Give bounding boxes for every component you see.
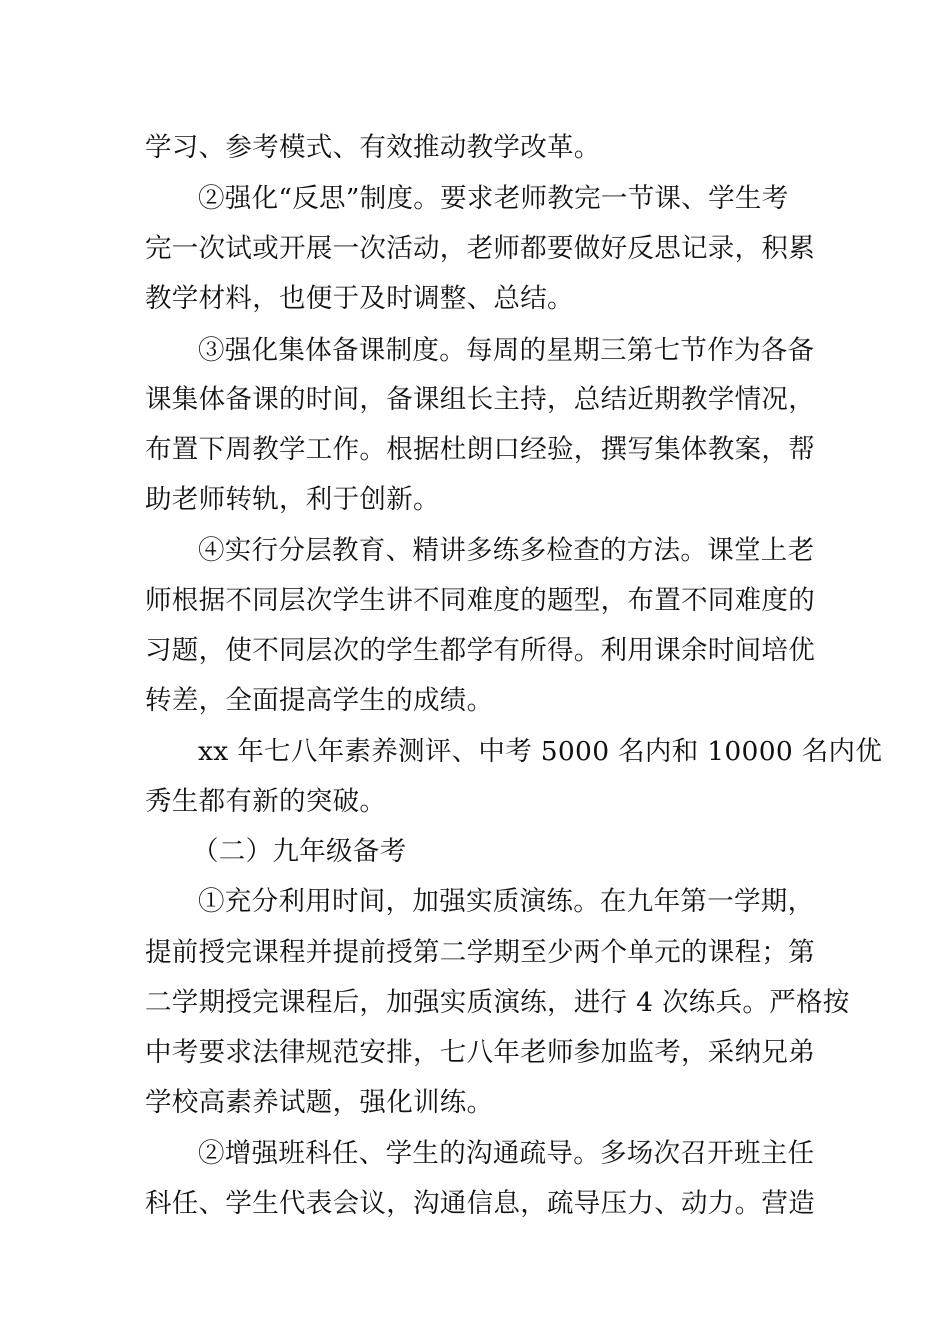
text-line: 二学期授完课程后，加强实质演练，进行 4 次练兵。严格按 xyxy=(145,987,850,1018)
text-line: 布置下周教学工作。根据杜朗口经验，撰写集体教案，帮 xyxy=(145,434,815,465)
text-line: 秀生都有新的突破。 xyxy=(145,786,387,817)
text-line: 课集体备课的时间，备课组长主持，总结近期教学情况， xyxy=(145,384,815,415)
text-line: 转差，全面提高学生的成绩。 xyxy=(145,685,494,716)
text-line: 科任、学生代表会议，沟通信息，疏导压力、动力。营造 xyxy=(145,1188,815,1219)
text-line: ③强化集体备课制度。每周的星期三第七节作为各备 xyxy=(198,335,815,366)
text-line: ①充分利用时间，加强实质演练。在九年第一学期， xyxy=(198,886,815,917)
text-line: 助老师转轨，利于创新。 xyxy=(145,484,440,515)
text-line: 提前授完课程并提前授第二学期至少两个单元的课程；第 xyxy=(145,937,815,968)
text-line: 师根据不同层次学生讲不同难度的题型，布置不同难度的 xyxy=(145,585,815,616)
text-line: ②强化“反思”制度。要求老师教完一节课、学生考 xyxy=(198,183,789,214)
text-line: xx 年七八年素养测评、中考 5000 名内和 10000 名内优 xyxy=(198,736,883,767)
text-line: 完一次试或开展一次活动，老师都要做好反思记录，积累 xyxy=(145,233,815,264)
text-line: 学习、参考模式、有效推动教学改革。 xyxy=(145,132,601,163)
section-heading: （二）九年级备考 xyxy=(192,836,407,867)
text-line: ②增强班科任、学生的沟通疏导。多场次召开班主任 xyxy=(198,1138,815,1169)
text-line: 学校高素养试题，强化训练。 xyxy=(145,1087,494,1118)
text-line: ④实行分层教育、精讲多练多检查的方法。课堂上老 xyxy=(198,535,815,566)
text-line: 习题，使不同层次的学生都学有所得。利用课余时间培优 xyxy=(145,635,815,666)
text-line: 中考要求法律规范安排，七八年老师参加监考，采纳兄弟 xyxy=(145,1037,815,1068)
text-line: 教学材料，也便于及时调整、总结。 xyxy=(145,283,574,314)
